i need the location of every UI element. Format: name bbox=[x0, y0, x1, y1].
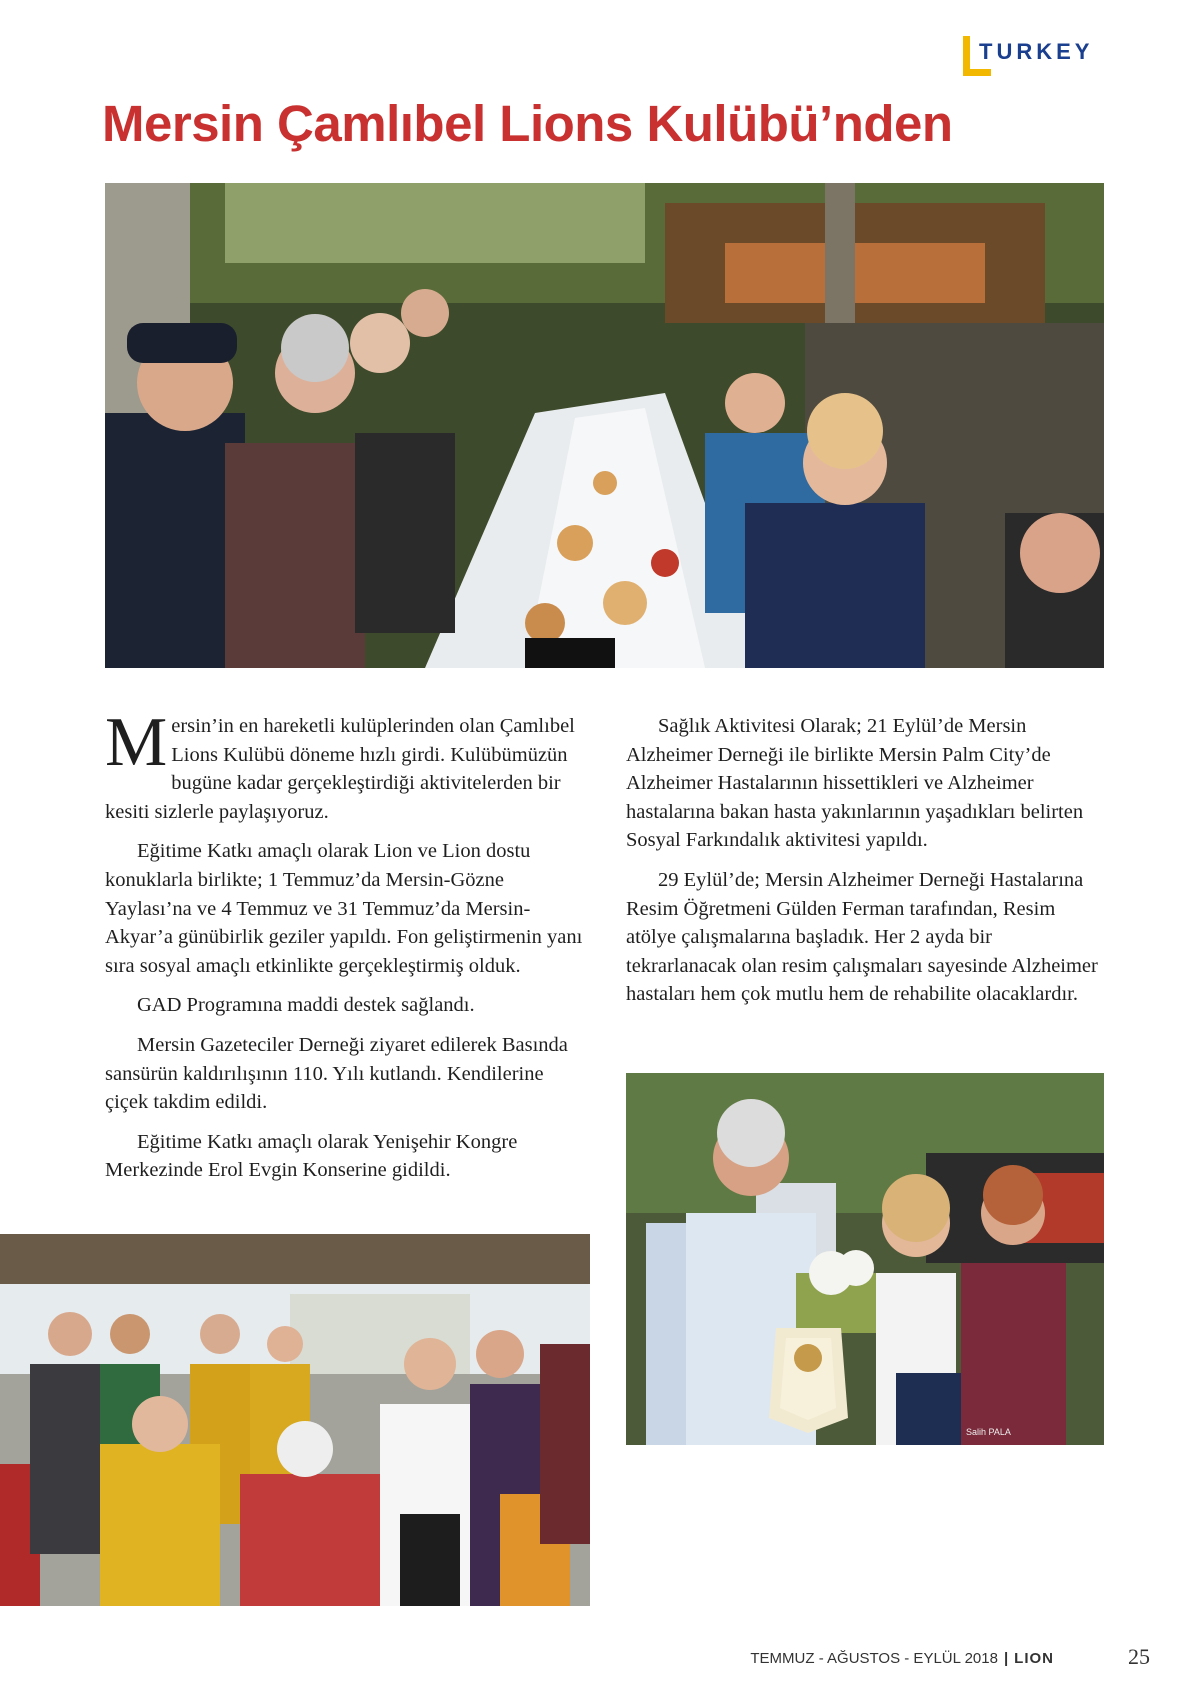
photo-credit: Salih PALA bbox=[966, 1427, 1011, 1437]
lion-turkey-logo bbox=[963, 36, 1103, 78]
drop-cap: M bbox=[105, 704, 168, 781]
paragraph-journalists: Mersin Gazeteciler Derneği ziyaret edilerek Basında sansürün kaldırılışının 110. Yılı kutlandı. Kendilerine çiçek takdim edildi. bbox=[105, 1033, 568, 1114]
paragraph-painting-workshop: 29 Eylül’de; Mersin Alzheimer Derneği Hastalarına Resim Öğretmeni Gülden Ferman tarafından, Resim atölye çalışmalarına başladık. Her 2 ayda bir tekrarlanacak olan resim çalışmaları sayesinde Alzheimer hastaları hem çok mutlu hem de rehabilite olacaklardır. bbox=[626, 868, 1098, 1006]
left-text-column bbox=[105, 704, 585, 1196]
top-group-dinner-photo bbox=[105, 183, 1104, 668]
issue-date: TEMMUZ - AĞUSTOS - EYLÜL 2018 bbox=[750, 1650, 998, 1667]
paragraph-concert: Eğitime Katkı amaçlı olarak Yenişehir Kongre Merkezinde Erol Evgin Konserine gidildi. bbox=[105, 1130, 518, 1182]
footer-separator: | bbox=[1003, 1650, 1009, 1667]
right-text-column bbox=[626, 712, 1102, 1020]
pennant-exchange-photo bbox=[626, 1073, 1104, 1445]
paragraph-alzheimer-awareness: Sağlık Aktivitesi Olarak; 21 Eylül’de Mersin Alzheimer Derneği ile birlikte Mersin Palm City’de Alzheimer Hastalarının hissettikleri ve Alzheimer hastalarına bakan hasta yakınlarının yaşadıkları belirten Sosyal Farkındalık aktivitesi yapıldı. bbox=[626, 715, 1084, 852]
paragraph-gad: GAD Programına maddi destek sağlandı. bbox=[137, 994, 475, 1017]
restaurant-group-photo bbox=[0, 1234, 590, 1606]
paragraph-education-trips: Eğitime Katkı amaçlı olarak Lion ve Lion dostu konuklarla birlikte; 1 Temmuz’da Mersin-Gözne Yaylası’na ve 4 Temmuz ve 31 Temmuz’da Mersin-Akyar’a günübirlik geziler yapıldı. Fon geliştirmenin yanı sıra sosyal amaçlı etkinlikte gerçekleştirmiş olduk. bbox=[105, 840, 583, 977]
paragraph-intro-text: ersin’in en hareketli kulüplerinden olan Çamlıbel Lions Kulübü döneme hızlı girdi. Kulübümüzün bugüne kadar gerçekleştirdiği aktivitelerden bir kesiti sizlerle paylaşıyoruz. bbox=[105, 715, 575, 823]
paragraph-intro bbox=[105, 704, 585, 826]
page-footer bbox=[750, 1650, 1054, 1667]
logo-text: TURKEY bbox=[979, 39, 1094, 64]
magazine-name: LION bbox=[1014, 1650, 1054, 1667]
logo-l-mark-foot bbox=[963, 69, 991, 76]
page-number: 25 bbox=[1128, 1644, 1150, 1669]
article-title: Mersin Çamlıbel Lions Kulübü’nden bbox=[102, 95, 953, 152]
